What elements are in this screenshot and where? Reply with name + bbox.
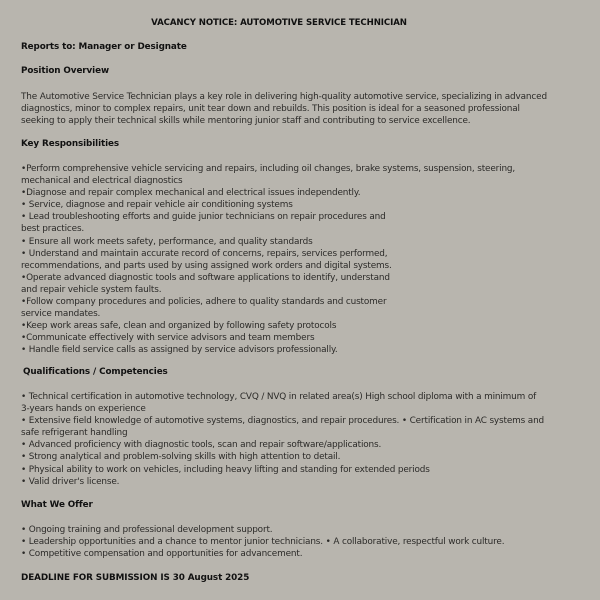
list-item: •Perform comprehensive vehicle servicing and repairs, including oil changes, brake systems, suspension, steering, xyxy=(21,164,516,174)
list-item: • Valid driver's license. xyxy=(21,476,120,487)
list-item: • Leadership opportunities and a chance to mentor junior technicians. • A collaborative, respectful work culture. xyxy=(21,537,505,548)
responsibilities-heading: Key Responsibilities xyxy=(21,139,120,149)
list-item: • Understand and maintain accurate record of concerns, repairs, services performed, xyxy=(21,248,388,259)
list-item: • Handle field service calls as assigned by service advisors professionally. xyxy=(21,345,338,356)
list-item: • Strong analytical and problem-solving skills with high attention to detail. xyxy=(21,452,341,463)
list-item: • Competitive compensation and opportunities for advancement. xyxy=(21,549,303,560)
list-item: best practices. xyxy=(21,224,85,235)
list-item: • Physical ability to work on vehicles, including heavy lifting and standing for extended periods xyxy=(21,464,430,475)
responsibilities-list xyxy=(21,163,515,357)
list-item: 3-years hands on experience xyxy=(21,404,146,415)
offer-heading: What We Offer xyxy=(21,500,93,510)
list-item: • Extensive field knowledge of automotive systems, diagnostics, and repair procedures. • Certification in AC systems and xyxy=(21,416,545,427)
list-item: •Follow company procedures and policies, adhere to quality standards and customer xyxy=(21,297,387,308)
list-item: •Keep work areas safe, clean and organized by following safety protocols xyxy=(21,321,337,332)
list-item: • Service, diagnose and repair vehicle air conditioning systems xyxy=(21,200,293,211)
list-item: • Technical certification in automotive technology, CVQ / NVQ in related area(s) High school diploma with a minimum of xyxy=(21,392,537,402)
list-item: • Lead troubleshooting efforts and guide junior technicians on repair procedures and xyxy=(21,212,386,223)
list-item: • Ongoing training and professional development support. xyxy=(21,525,273,535)
list-item: recommendations, and parts used by using assigned work orders and digital systems. xyxy=(21,260,392,271)
overview-heading: Position Overview xyxy=(21,66,109,76)
list-item: •Communicate effectively with service advisors and team members xyxy=(21,333,315,344)
offer-list xyxy=(21,524,504,560)
list-item: • Ensure all work meets safety, performance, and quality standards xyxy=(21,236,313,247)
list-item: • Advanced proficiency with diagnostic tools, scan and repair software/applications. xyxy=(21,440,382,451)
reports-to: Reports to: Manager or Designate xyxy=(21,42,187,52)
overview-line: The Automotive Service Technician plays a key role in delivering high-quality automotive service, specializing in advanced xyxy=(21,92,547,102)
list-item: service mandates. xyxy=(21,309,101,320)
list-item: mechanical and electrical diagnostics xyxy=(21,176,183,187)
overview-line: diagnostics, minor to complex repairs, unit tear down and rebuilds. This position is ideal for a seasoned professional xyxy=(21,104,520,114)
overview-paragraph xyxy=(21,91,547,127)
qualifications-list xyxy=(21,391,544,488)
list-item: •Diagnose and repair complex mechanical and electrical issues independently. xyxy=(21,188,361,199)
qualifications-heading: Qualifications / Competencies xyxy=(23,367,168,377)
page-title: VACANCY NOTICE: AUTOMOTIVE SERVICE TECHNICIAN xyxy=(151,18,407,28)
list-item: safe refrigerant handling xyxy=(21,428,128,439)
list-item: and repair vehicle system faults. xyxy=(21,284,162,295)
deadline-notice: DEADLINE FOR SUBMISSION IS 30 August 2025 xyxy=(21,573,250,583)
overview-line: seeking to apply their technical skills while mentoring junior staff and contributing to service excellence. xyxy=(21,116,471,126)
list-item: •Operate advanced diagnostic tools and software applications to identify, understand xyxy=(21,272,390,283)
